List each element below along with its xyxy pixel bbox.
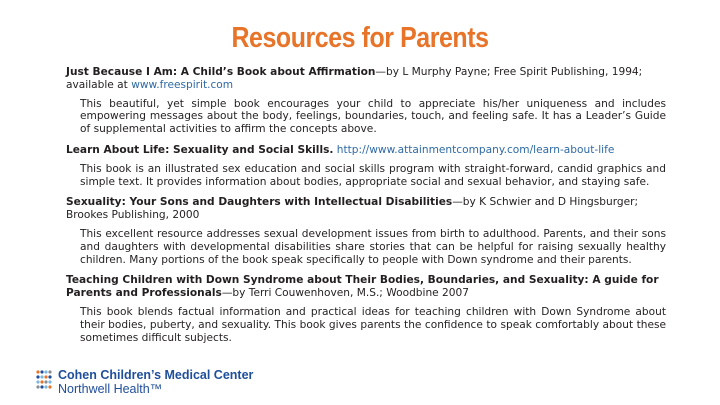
- resource-link[interactable]: http://www.attainmentcompany.com/learn-about-life: [336, 143, 615, 156]
- slide-title: Resources for Parents: [231, 22, 489, 54]
- resource-description: This book is an illustrated sex education and social skills program with straight-forward, candid graphics and simple text. It provides information about bodies, appropriate social and sexual behavior, and staying safe.: [80, 162, 666, 188]
- resource-list: [66, 66, 666, 352]
- resource-entry: [66, 144, 666, 188]
- logo-subtitle: Northwell Health™: [58, 382, 163, 396]
- resource-heading: [66, 196, 666, 222]
- resource-title: Just Because I Am: A Child’s Book about Affirmation: [66, 66, 376, 78]
- resource-citation: —by Terri Couwenhoven, M.S.; Woodbine 2007: [221, 287, 470, 300]
- resource-citation: —by L Murphy Payne; Free Spirit Publishing, 1994; available at: [66, 66, 643, 91]
- resource-description: This book blends factual information and practical ideas for teaching children with Down Syndrome about their bodies, puberty, and sexuality. This book gives parents the confidence to speak comfortably about these sometimes difficult subjects.: [80, 305, 666, 344]
- logo: [36, 368, 276, 396]
- resource-heading: [66, 274, 666, 300]
- resource-title: Teaching Children with Down Syndrome about Their Bodies, Boundaries, and Sexuality: A guide for Parents and Professionals: [66, 274, 659, 300]
- logo-name: Cohen Children’s Medical Center: [58, 368, 254, 382]
- resource-entry: [66, 274, 666, 344]
- resource-heading: [66, 66, 666, 92]
- resource-link[interactable]: www.freespirit.com: [131, 78, 234, 91]
- resource-entry: [66, 196, 666, 266]
- logo-dots-icon: [36, 368, 54, 394]
- resource-title: Learn About Life: Sexuality and Social Skills.: [66, 143, 334, 156]
- resource-heading: [66, 144, 666, 157]
- resource-description: This beautiful, yet simple book encourages your child to appreciate his/her uniqueness and includes empowering messages about the body, feelings, boundaries, touch, and feeling safe. It has a Leader’s Guide of supplemental activities to affirm the concepts above.: [80, 97, 666, 136]
- resource-description: This excellent resource addresses sexual development issues from birth to adulthood. Parents, and their sons and daughters with developmental disabilities share stories that can be helpful for raising sexually healthy children. Many portions of the book speak specifically to people with Down syndrome and their parents.: [80, 227, 666, 266]
- resource-entry: [66, 66, 666, 136]
- resource-citation: —by K Schwier and D Hingsburger; Brookes Publishing, 2000: [66, 196, 639, 222]
- resource-title: Sexuality: Your Sons and Daughters with Intellectual Disabilities: [66, 196, 453, 209]
